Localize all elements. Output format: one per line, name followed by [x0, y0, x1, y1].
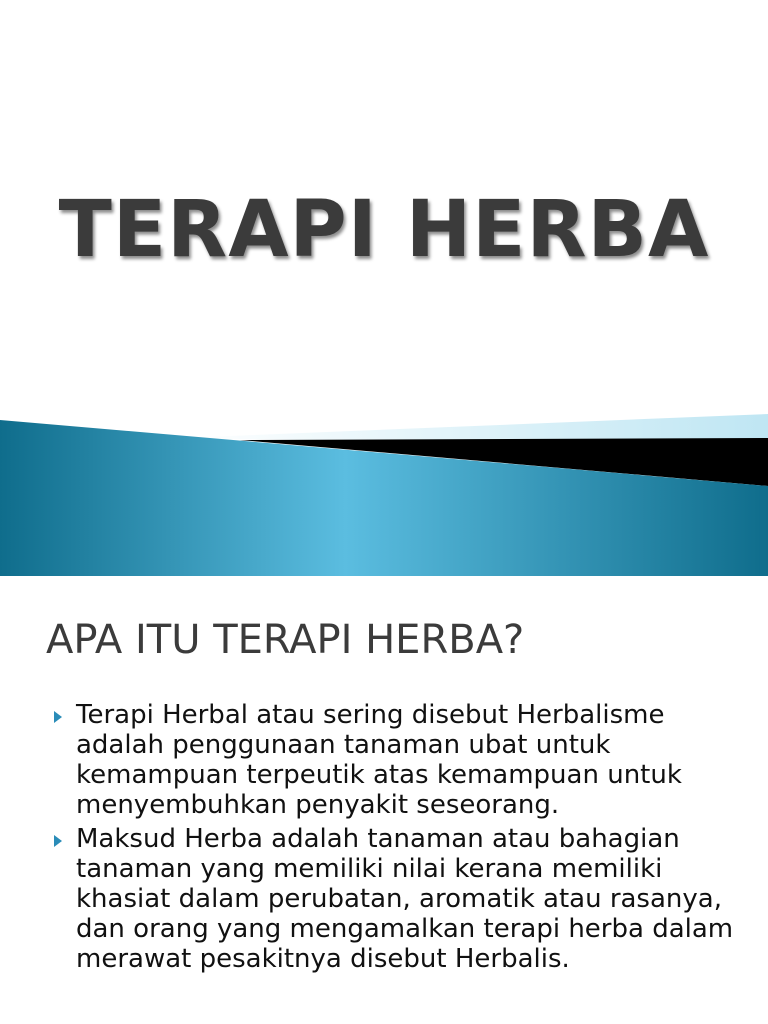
bullet-text: Terapi Herbal atau sering disebut Herbalisme adalah penggunaan tanaman ubat untuk kemampuan terpeutik atas kemampuan untuk menyembuhkan penyakit seseorang.	[76, 700, 682, 820]
decorative-banner	[0, 400, 768, 576]
slide-1-title: TERAPI HERBA	[58, 185, 710, 275]
triangle-right-icon	[54, 835, 62, 847]
bullet-list	[48, 700, 760, 978]
bullet-item	[48, 700, 760, 820]
triangle-right-icon	[54, 711, 62, 723]
slide-content	[0, 576, 768, 1024]
slide-2-title: APA ITU TERAPI HERBA?	[46, 617, 525, 663]
bullet-text: Maksud Herba adalah tanaman atau bahagian tanaman yang memiliki nilai kerana memiliki khasiat dalam perubatan, aromatik atau rasanya, dan orang yang mengamalkan terapi herba dalam merawat pesakitnya disebut Herbalis.	[76, 824, 734, 974]
banner-light-strip	[180, 414, 768, 440]
bullet-item	[48, 824, 760, 974]
